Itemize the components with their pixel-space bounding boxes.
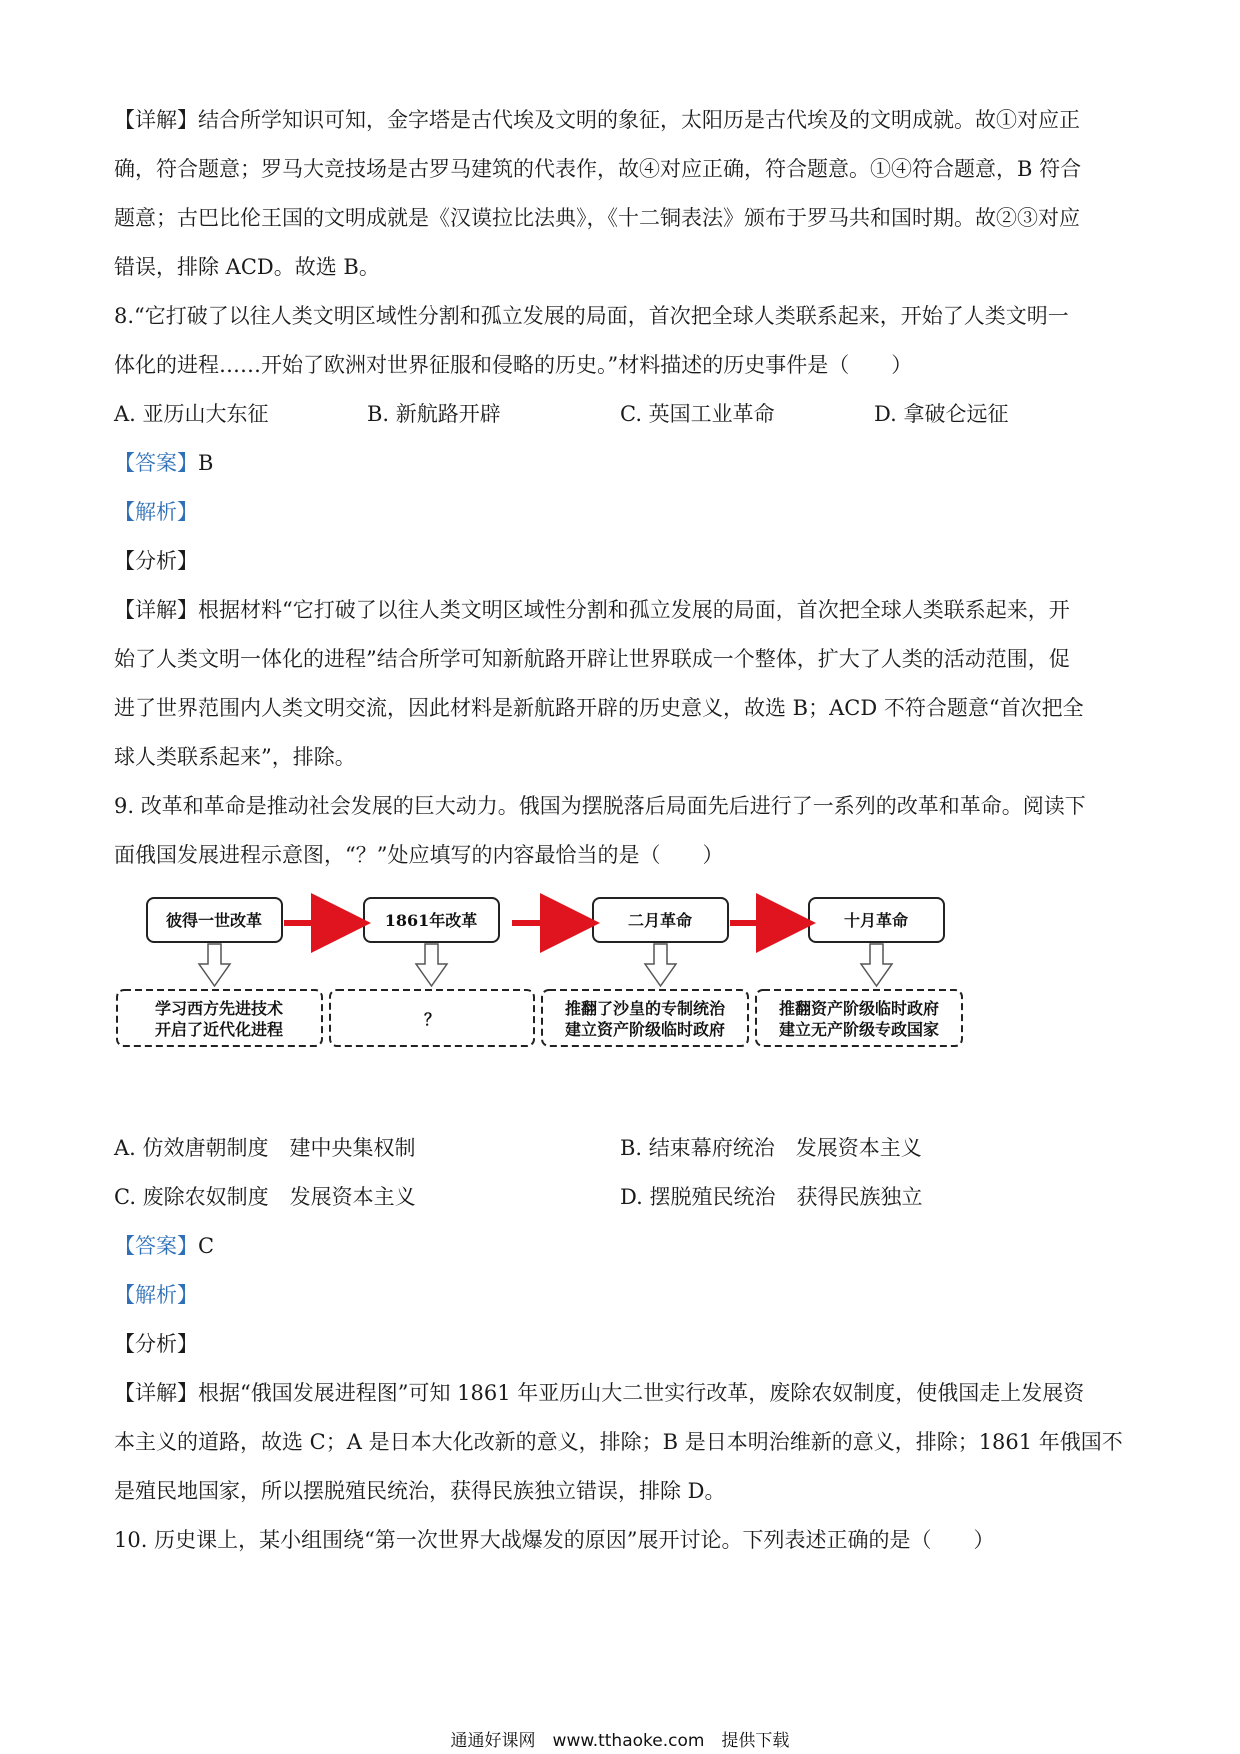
down-arrow-1 (199, 944, 230, 986)
q9-stem-line-1: 9. 改革和革命是推动社会发展的巨大动力。俄国为摆脱落后局面先后进行了一系列的改革和革命。阅读下 (114, 794, 1086, 818)
event-box-1861 (364, 898, 499, 942)
down-arrow-2 (416, 944, 447, 986)
q9-detail-line-2: 本主义的道路，故选 C；A 是日本大化改新的意义，排除；B 是日本明治维新的意义，排除；1861 年俄国不 (114, 1430, 1123, 1454)
q8-fenxi-label: 【分析】 (114, 549, 198, 573)
q8-option-c: C. 英国工业革命 (620, 402, 775, 426)
q8-detail-line-2: 始了人类文明一体化的进程”结合所学可知新航路开辟让世界联成一个整体，扩大了人类的活动范围，促 (114, 647, 1070, 671)
q8-option-b: B. 新航路开辟 (367, 402, 501, 426)
page-footer: 通通好课网 www.tthaoke.com 提供下载 (450, 1731, 790, 1751)
result-box-october (756, 990, 962, 1046)
q8-stem-line-1: 8.“它打破了以往人类文明区域性分割和孤立发展的局面，首次把全球人类联系起来，开始了人类文明一 (114, 304, 1069, 328)
event-box-february (593, 898, 728, 942)
result-peter-line-2: 开启了近代化进程 (154, 1020, 284, 1039)
result-october-line-2: 建立无产阶级专政国家 (778, 1020, 940, 1039)
q9-option-a: A. 仿效唐朝制度 建中央集权制 (114, 1136, 416, 1160)
q9-stem-line-2: 面俄国发展进程示意图，“？”处应填写的内容最恰当的是（ ） (114, 843, 724, 867)
event-label-february: 二月革命 (627, 911, 693, 930)
q9-option-c: C. 废除农奴制度 发展资本主义 (114, 1185, 416, 1209)
q9-fenxi-label: 【分析】 (114, 1332, 198, 1356)
event-label-october: 十月革命 (843, 911, 909, 930)
result-box-february (542, 990, 748, 1046)
q7-detail-line-3: 题意；古巴比伦王国的文明成就是《汉谟拉比法典》，《十二铜表法》颁布于罗马共和国时期。故②③对应 (114, 206, 1080, 230)
result-october-line-1: 推翻资产阶级临时政府 (778, 999, 940, 1018)
q9-answer-label: 【答案】 (114, 1234, 198, 1258)
q9-jiexi-label: 【解析】 (114, 1283, 198, 1307)
result-february-line-2: 建立资产阶级临时政府 (564, 1020, 726, 1039)
down-arrow-4 (861, 944, 892, 986)
result-february-line-1: 推翻了沙皇的专制统治 (564, 999, 726, 1018)
event-box-october (809, 898, 944, 942)
q8-answer (114, 449, 1134, 477)
result-box-peter (117, 990, 322, 1046)
q8-jiexi-label: 【解析】 (114, 500, 198, 524)
q9-answer (114, 1232, 1134, 1260)
q8-stem-line-2: 体化的进程……开始了欧洲对世界征服和侵略的历史。”材料描述的历史事件是（ ） (114, 353, 913, 377)
q9-detail-line-3: 是殖民地国家，所以摆脱殖民统治，获得民族独立错误，排除 D。 (114, 1479, 726, 1503)
q7-detail-line-4: 错误，排除 ACD。故选 B。 (114, 255, 380, 279)
down-arrow-3 (645, 944, 676, 986)
q8-detail-line-4: 球人类联系起来”，排除。 (114, 745, 356, 769)
result-peter-line-1: 学习西方先进技术 (154, 999, 284, 1018)
q8-detail-line-3: 进了世界范围内人类文明交流，因此材料是新航路开辟的历史意义，故选 B；ACD 不符合题意“首次把全 (114, 696, 1084, 720)
q8-detail-line-1: 【详解】根据材料“它打破了以往人类文明区域性分割和孤立发展的局面，首次把全球人类联系起来，开 (114, 598, 1070, 622)
q8-answer-value: B (198, 451, 214, 475)
q9-answer-value: C (198, 1234, 215, 1258)
q9-option-d: D. 摆脱殖民统治 获得民族独立 (620, 1185, 923, 1209)
q8-option-d: D. 拿破仑远征 (874, 402, 1009, 426)
event-box-peter (147, 898, 282, 942)
event-label-peter: 彼得一世改革 (165, 911, 263, 930)
russia-development-diagram (112, 890, 992, 1070)
q7-detail-line-2: 确，符合题意；罗马大竞技场是古罗马建筑的代表作，故④对应正确，符合题意。①④符合题意，B 符合 (114, 157, 1082, 181)
result-1861-question: ？ (423, 1010, 441, 1029)
result-box-1861 (330, 990, 534, 1046)
event-label-1861: 1861年改革 (384, 911, 478, 930)
q8-option-a: A. 亚历山大东征 (114, 402, 269, 426)
q9-option-b: B. 结束幕府统治 发展资本主义 (620, 1136, 922, 1160)
q9-detail-line-1: 【详解】根据“俄国发展进程图”可知 1861 年亚历山大二世实行改革，废除农奴制度，使俄国走上发展资 (114, 1381, 1085, 1405)
q10-stem: 10. 历史课上，某小组围绕“第一次世界大战爆发的原因”展开讨论。下列表述正确的是（ ） (114, 1528, 995, 1552)
q8-answer-label: 【答案】 (114, 451, 198, 475)
q7-detail-line-1: 【详解】结合所学知识可知，金字塔是古代埃及文明的象征，太阳历是古代埃及的文明成就。故①对应正 (114, 108, 1080, 132)
